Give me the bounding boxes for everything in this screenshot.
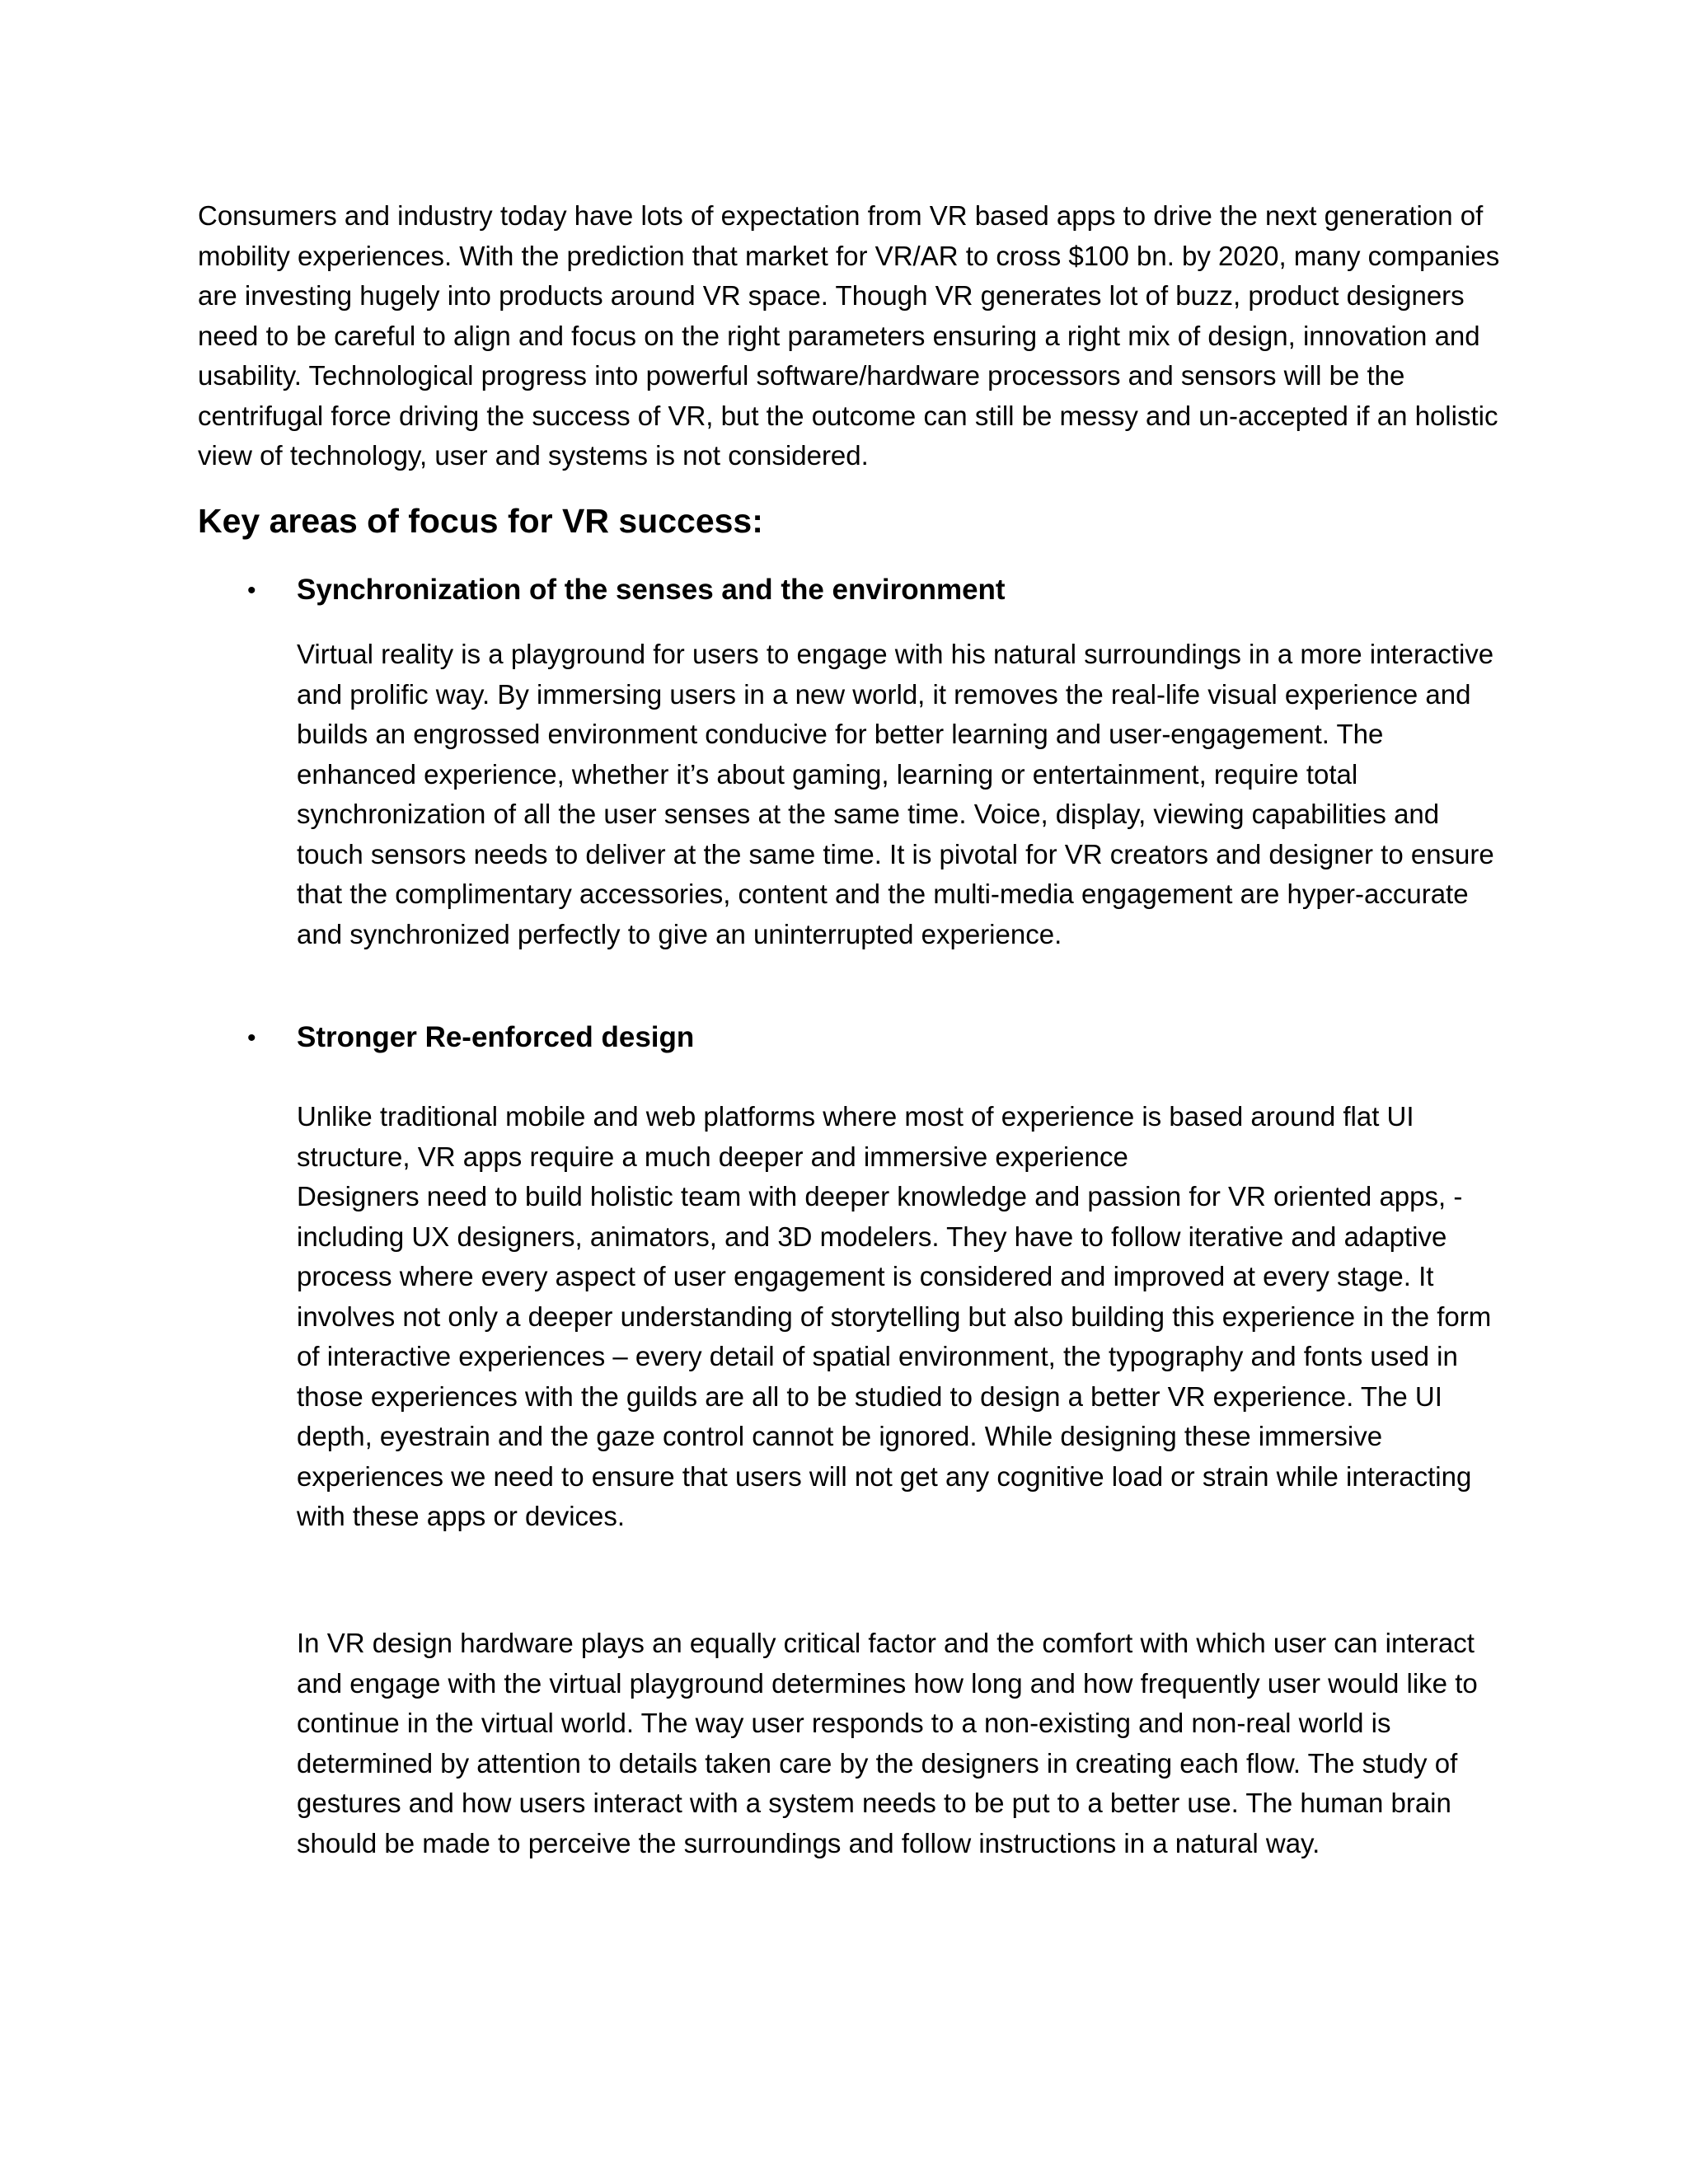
bullet-icon: • [247, 1024, 256, 1052]
hardware-paragraph: In VR design hardware plays an equally critical factor and the comfort with which user can interact and engage with the virtual playground determines how long and how frequently user would like to continue in the virtual world. The way user responds to a non-existing and non-real world is determined by attention to details taken care by the designers in creating each flow. The study of gestures and how users interact with a system needs to be put to a better use. The human brain should be made to perceive the surroundings and follow instructions in a natural way. [297, 1628, 1478, 1858]
section-heading: Key areas of focus for VR success: [198, 502, 763, 540]
intro-paragraph: Consumers and industry today have lots of expectation from VR based apps to drive the next generation of mobility experiences. With the prediction that market for VR/AR to cross $100 bn. by 2020, many companies are investing hugely into products around VR space. Though VR generates lot of buzz, product designers need to be careful to align and focus on the right parameters ensuring a right mix of design, innovation and usability. Technological progress into powerful software/hardware processors and sensors will be the centrifugal force driving the success of VR, but the outcome can still be messy and un-accepted if an holistic view of technology, user and systems is not considered. [198, 200, 1500, 471]
design-paragraph-line-1: Unlike traditional mobile and web platforms where most of experience is based around flat UI structure, VR apps require a much deeper and immersive experience [297, 1101, 1414, 1172]
synchronization-paragraph: Virtual reality is a playground for users to engage with his natural surroundings in a more interactive and prolific way. By immersing users in a new world, it removes the real-life visual experience and builds an engrossed environment conducive for better learning and user-engagement. The enhanced experience, whether it’s about gaming, learning or entertainment, require total synchronization of all the user senses at the same time. Voice, display, viewing capabilities and touch sensors needs to deliver at the same time. It is pivotal for VR creators and designer to ensure that the complimentary accessories, content and the multi-media engagement are hyper-accurate and synchronized perfectly to give an uninterrupted experience. [297, 639, 1494, 949]
design-paragraph [297, 1097, 1500, 1537]
subheading-design: Stronger Re-enforced design [297, 1021, 695, 1053]
design-paragraph-line-2: Designers need to build holistic team with deeper knowledge and passion for VR oriented apps, - including UX designers, animators, and 3D modelers. They have to follow iterative and adaptive process where every aspect of user engagement is considered and improved at every stage. It involves not only a deeper understanding of storytelling but also building this experience in the form of interactive experiences – every detail of spatial environment, the typography and fonts used in those experiences with the guilds are all to be studied to design a better VR experience. The UI depth, eyestrain and the gaze control cannot be ignored. While designing these immersive experiences we need to ensure that users will not get any cognitive load or strain while interacting with these apps or devices. [297, 1181, 1492, 1531]
bullet-icon: • [247, 577, 256, 604]
subheading-synchronization: Synchronization of the senses and the environment [297, 574, 1006, 606]
